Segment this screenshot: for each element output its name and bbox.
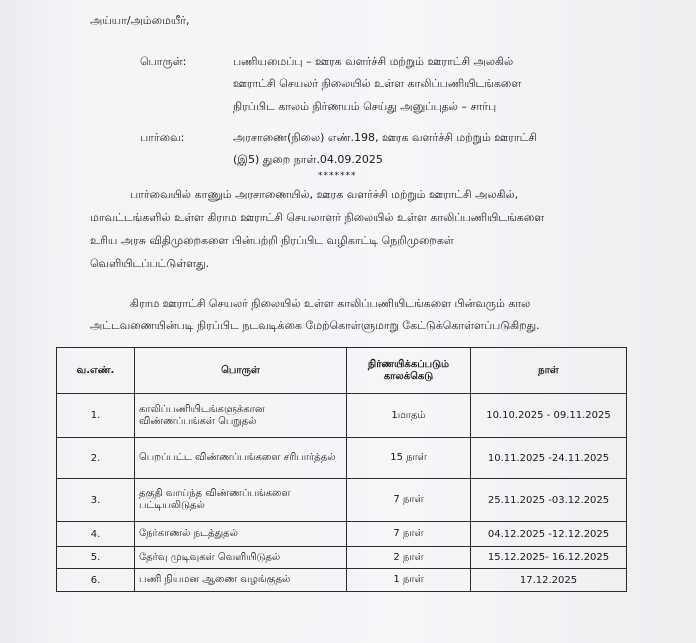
paragraph-line: அட்டவணையின்படி நிரப்பிட நடவடிக்கை மேற்கொள்ளுமாறு கேட்டுக்கொள்ளப்படுகிறது. bbox=[90, 319, 540, 332]
cell-period: 7 நாள் bbox=[347, 479, 471, 522]
header-subject: பொருள் bbox=[135, 348, 347, 394]
cell-date: 10.10.2025 - 09.11.2025 bbox=[471, 394, 627, 438]
table-row bbox=[57, 438, 627, 479]
reference-line: அரசாணை(நிலை) எண்.198, ஊரக வளர்ச்சி மற்றும் ஊராட்சி bbox=[233, 131, 537, 144]
cell-subject: காலிப்பணியிடங்களுக்கான விண்ணப்பங்கள் பெறுதல் bbox=[135, 394, 347, 438]
table-row bbox=[57, 394, 627, 438]
reference-label: பார்வை: bbox=[140, 131, 185, 144]
cell-serial: 1. bbox=[57, 394, 135, 438]
table-header-row bbox=[57, 348, 627, 394]
paragraph-line: மாவட்டங்களில் உள்ள கிராம ஊராட்சி செயலாளர் நிலையில் உள்ள காலிப்பணியிடங்களை bbox=[90, 211, 545, 224]
paragraph-1 bbox=[90, 188, 620, 268]
cell-period: 1 நாள் bbox=[347, 569, 471, 592]
subject-line: பணியமைப்பு – ஊரக வளர்ச்சி மற்றும் ஊராட்சி அலகில் bbox=[233, 55, 514, 68]
cell-serial: 2. bbox=[57, 438, 135, 479]
separator: ******* bbox=[318, 171, 357, 181]
header-serial: வ.எண். bbox=[57, 348, 135, 394]
cell-serial: 3. bbox=[57, 479, 135, 522]
cell-date: 25.11.2025 -03.12.2025 bbox=[471, 479, 627, 522]
table-row bbox=[57, 479, 627, 522]
subject-line: நிரப்பிட காலம் நிர்ணயம் செய்து அனுப்புதல் – சார்பு bbox=[233, 100, 497, 113]
cell-serial: 4. bbox=[57, 522, 135, 547]
subject-line: ஊராட்சி செயலர் நிலையில் உள்ள காலிப்பணியிடங்களை bbox=[233, 77, 522, 90]
cell-serial: 6. bbox=[57, 569, 135, 592]
cell-subject: தகுதி வாய்ந்த விண்ணப்பங்களை பட்டியலிடுதல் bbox=[135, 479, 347, 522]
cell-period: 1மாதம் bbox=[347, 394, 471, 438]
cell-subject: நேர்காணல் நடத்துதல் bbox=[135, 522, 347, 547]
cell-date: 04.12.2025 -12.12.2025 bbox=[471, 522, 627, 547]
header-date: நாள் bbox=[471, 348, 627, 394]
cell-period: 15 நாள் bbox=[347, 438, 471, 479]
cell-subject: தேர்வு முடிவுகள் வெளியிடுதல் bbox=[135, 547, 347, 569]
cell-date: 17.12.2025 bbox=[471, 569, 627, 592]
cell-date: 15.12.2025- 16.12.2025 bbox=[471, 547, 627, 569]
paragraph-line: வெளியிடப்பட்டுள்ளது. bbox=[90, 257, 210, 270]
cell-subject: பணி நியமன ஆணை வழங்குதல் bbox=[135, 569, 347, 592]
salutation: அய்யா/அம்மையீர், bbox=[90, 14, 190, 27]
paragraph-line: உரிய அரசு விதிமுறைகளை பின்பற்றி நிரப்பிட வழிகாட்டி நெறிமுறைகள் bbox=[90, 234, 454, 247]
subject-label: பொருள்: bbox=[140, 55, 187, 68]
table-row bbox=[57, 569, 627, 592]
paragraph-line: கிராம ஊராட்சி செயலர் நிலையில் உள்ள காலிப்பணியிடங்களை பின்வரும் கால bbox=[130, 297, 531, 310]
table-row bbox=[57, 547, 627, 569]
cell-date: 10.11.2025 -24.11.2025 bbox=[471, 438, 627, 479]
table-row bbox=[57, 522, 627, 547]
cell-serial: 5. bbox=[57, 547, 135, 569]
reference-line: (இ5) துறை நாள்.04.09.2025 bbox=[233, 153, 383, 166]
paragraph-2 bbox=[90, 297, 620, 337]
cell-subject: பெறப்பட்ட விண்ணப்பங்களை சரிபார்த்தல் bbox=[135, 438, 347, 479]
cell-period: 2 நாள் bbox=[347, 547, 471, 569]
schedule-table bbox=[56, 347, 627, 592]
cell-period: 7 நாள் bbox=[347, 522, 471, 547]
paragraph-line: பார்வையில் காணும் அரசாணையில், ஊரக வளர்ச்சி மற்றும் ஊராட்சி அலகில், bbox=[130, 188, 519, 201]
header-period: நிர்ணயிக்கப்படும் காலக்கெடு bbox=[347, 348, 471, 394]
